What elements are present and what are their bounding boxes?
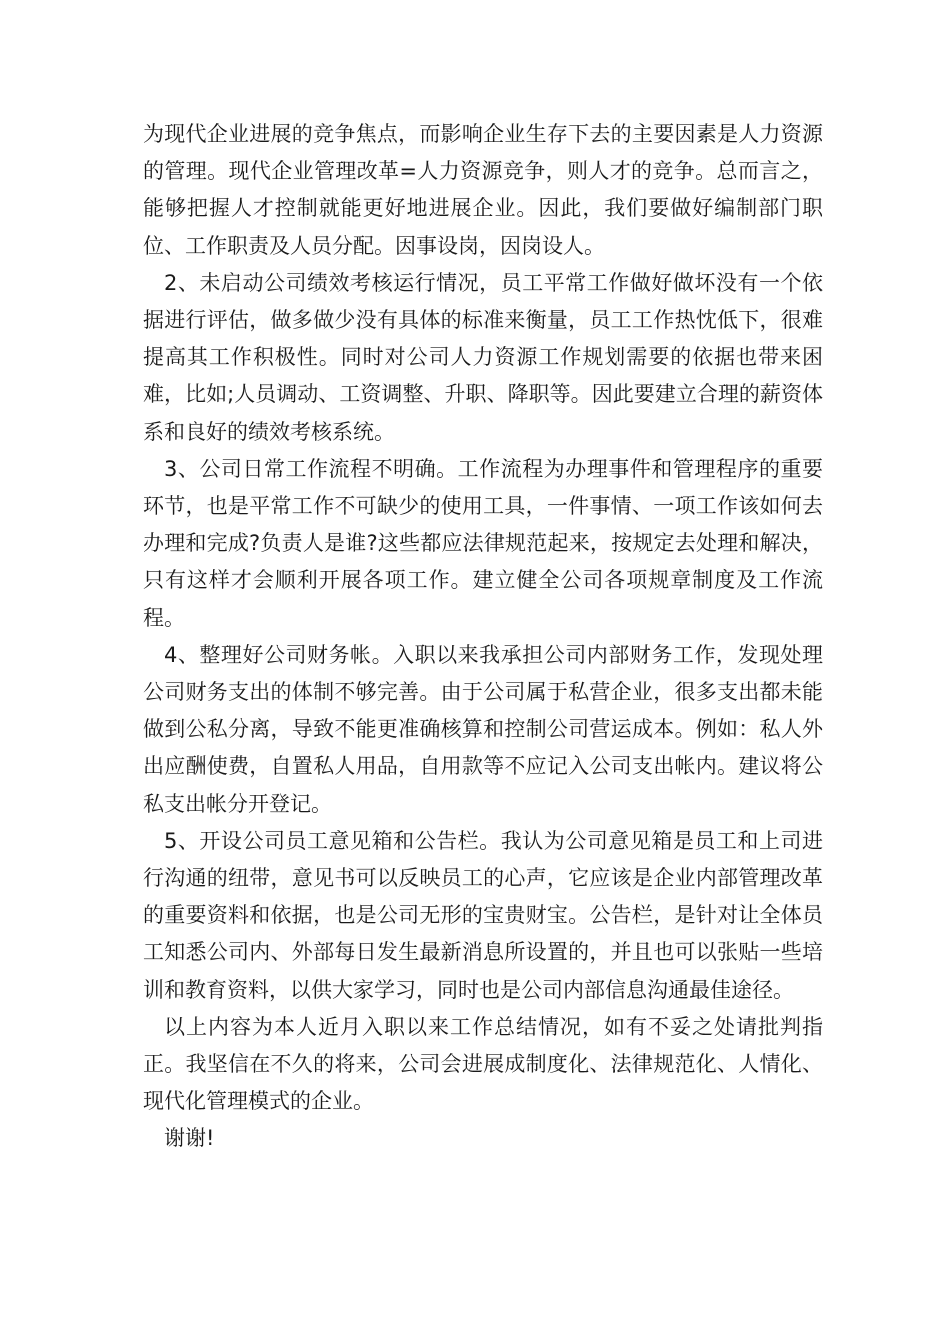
paragraph-continuation: 为现代企业进展的竞争焦点，而影响企业生存下去的主要因素是人力资源的管理。现代企业管理改革=人力资源竞争，则人才的竞争。总而言之，能够把握人才控制就能更好地进展企业。因此，我们要做好编制部门职位、工作职责及人员分配。因事设岗，因岗设人。: [143, 122, 823, 258]
paragraph-item-2: 2、未启动公司绩效考核运行情况，员工平常工作做好做坏没有一个依据进行评估，做多做少没有具体的标准来衡量，员工工作热忱低下，很难提高其工作积极性。同时对公司人力资源工作规划需要的依据也带来困难，比如;人员调动、工资调整、升职、降职等。因此要建立合理的薪资体系和良好的绩效考核系统。: [143, 270, 823, 444]
document-body: [143, 116, 823, 1158]
paragraph-summary: 以上内容为本人近月入职以来工作总结情况，如有不妥之处请批判指正。我坚信在不久的将来，公司会进展成制度化、法律规范化、人情化、现代化管理模式的企业。: [143, 1014, 823, 1114]
paragraph-item-3: 3、公司日常工作流程不明确。工作流程为办理事件和管理程序的重要环节，也是平常工作不可缺少的使用工具，一件事情、一项工作该如何去办理和完成?负责人是谁?这些都应法律规范起来，按规定去处理和解决，只有这样才会顺利开展各项工作。建立健全公司各项规章制度及工作流程。: [143, 456, 823, 630]
paragraph-item-5: 5、开设公司员工意见箱和公告栏。我认为公司意见箱是员工和上司进行沟通的纽带，意见书可以反映员工的心声，它应该是企业内部管理改革的重要资料和依据，也是公司无形的宝贵财宝。公告栏，是针对让全体员工知悉公司内、外部每日发生最新消息所设置的，并且也可以张贴一些培训和教育资料，以供大家学习，同时也是公司内部信息沟通最佳途径。: [143, 828, 823, 1002]
closing-thanks: 谢谢!: [164, 1126, 215, 1151]
paragraph-item-4: 4、整理好公司财务帐。入职以来我承担公司内部财务工作，发现处理公司财务支出的体制不够完善。由于公司属于私营企业，很多支出都未能做到公私分离，导致不能更准确核算和控制公司营运成本。例如：私人外出应酬使费，自置私人用品，自用款等不应记入公司支出帐内。建议将公私支出帐分开登记。: [143, 642, 823, 816]
